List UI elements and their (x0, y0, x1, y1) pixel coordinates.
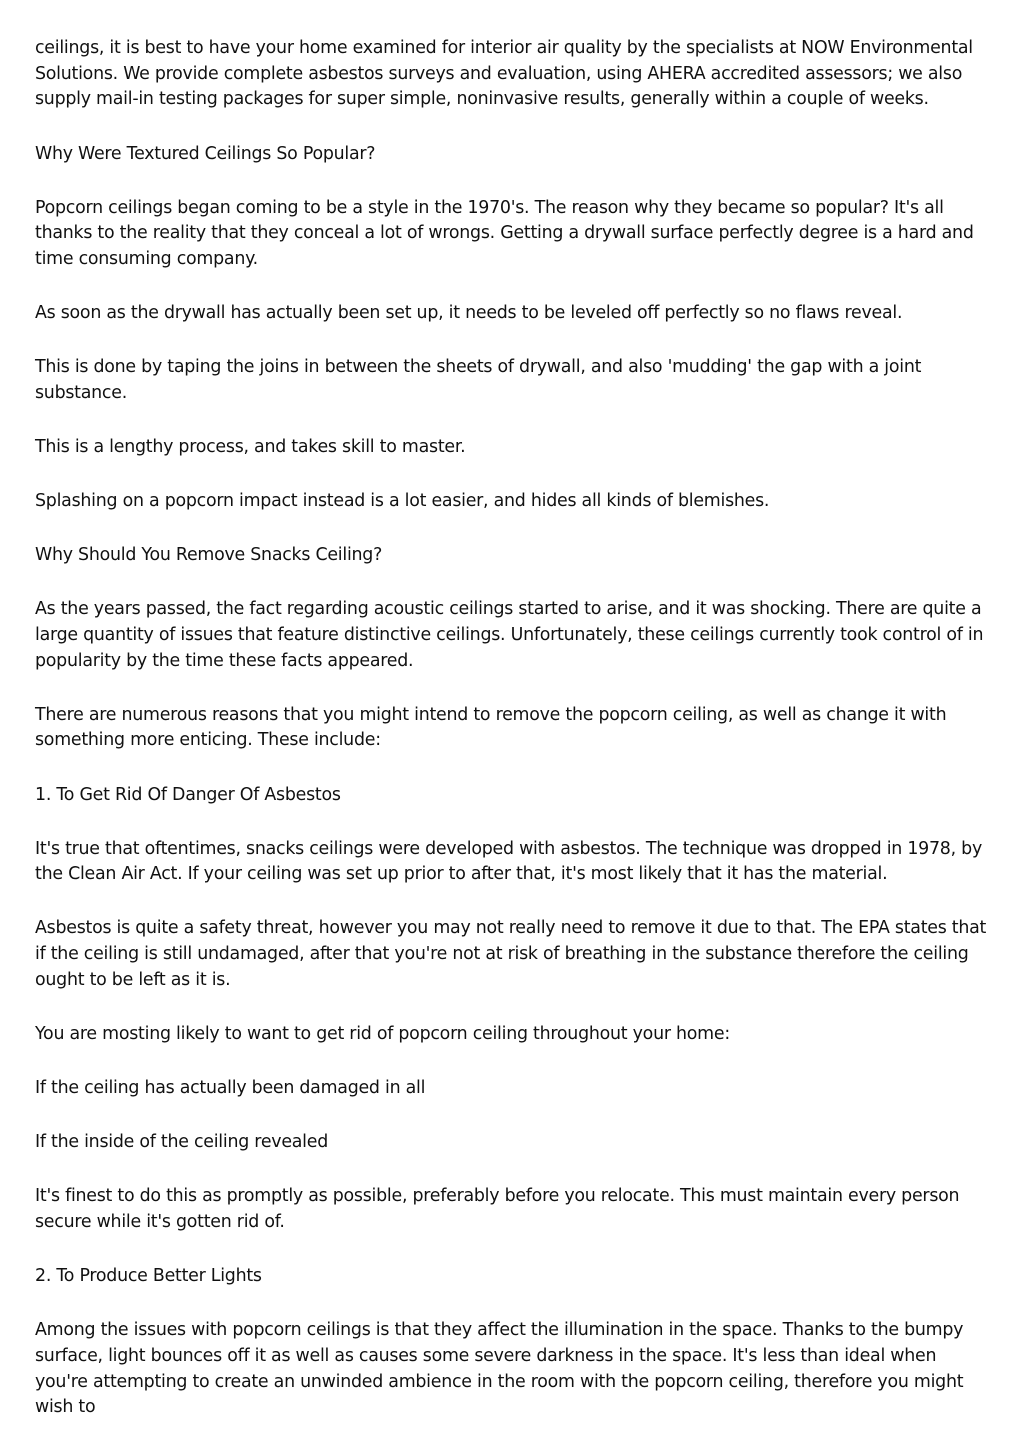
paragraph-lengthy-process: This is a lengthy process, and takes skill to master. (35, 436, 466, 457)
list-item-inside-revealed: If the inside of the ceiling revealed (35, 1132, 328, 1153)
list-heading-asbestos: 1. To Get Rid Of Danger Of Asbestos (35, 784, 341, 805)
paragraph-illumination: Among the issues with popcorn ceilings is that they affect the illumination in the space. Thanks to the bumpy surface, light bounces off it as well as causes some severe darkness in the space. It's less than ideal when you're attempting to create an unwinded ambience in the room with the popcorn ceiling, therefore you might wish to (35, 1320, 964, 1418)
paragraph-taping-joins: This is done by taping the joins in between the sheets of drywall, and also 'mudding' the gap with a joint substance. (35, 357, 922, 403)
paragraph-acoustic-facts: As the years passed, the fact regarding acoustic ceilings started to arise, and it was shocking. There are quite a large quantity of issues that feature distinctive ceilings. Unfortunately, these ceilings currently took control of in popularity by the time these facts appeared. (35, 599, 984, 671)
paragraph-popcorn-history: Popcorn ceilings began coming to be a style in the 1970's. The reason why they became so popular? It's all thanks to the reality that they conceal a lot of wrongs. Getting a drywall surface perfectly degree is a hard and time consuming company. (35, 197, 974, 269)
paragraph-asbestos-threat: Asbestos is quite a safety threat, however you may not really need to remove it due to that. The EPA states that if the ceiling is still undamaged, after that you're not at risk of breathing in the substance therefore the ceiling ought to be left as it is. (35, 918, 987, 990)
paragraph-when-to-remove: You are mosting likely to want to get rid of popcorn ceiling throughout your home: (35, 1023, 730, 1044)
list-heading-better-lights: 2. To Produce Better Lights (35, 1266, 262, 1287)
paragraph-splashing-popcorn: Splashing on a popcorn impact instead is a lot easier, and hides all kinds of blemishes. (35, 491, 770, 512)
paragraph-promptly: It's finest to do this as promptly as possible, preferably before you relocate. This must maintain every person secure while it's gotten rid of. (35, 1186, 960, 1232)
paragraph-reasons-intro: There are numerous reasons that you might intend to remove the popcorn ceiling, as well as change it with something more enticing. These include: (35, 704, 947, 751)
paragraph-drywall-leveling: As soon as the drywall has actually been set up, it needs to be leveled off perfectly so no flaws reveal. (35, 303, 903, 324)
list-item-damaged: If the ceiling has actually been damaged in all (35, 1078, 426, 1099)
section-heading-remove-ceiling: Why Should You Remove Snacks Ceiling? (35, 545, 383, 566)
paragraph-asbestos-history: It's true that oftentimes, snacks ceilings were developed with asbestos. The technique was dropped in 1978, by the Clean Air Act. If your ceiling was set up prior to after that, it's most likely that it has the material. (35, 838, 982, 885)
paragraph-intro-continued: ceilings, it is best to have your home examined for interior air quality by the specialists at NOW Environmental Solutions. We provide complete asbestos surveys and evaluation, using AHERA accredited assessors; we also supply mail-in testing packages for super simple, noninvasive results, generally within a couple of weeks. (35, 38, 973, 110)
section-heading-textured-ceilings: Why Were Textured Ceilings So Popular? (35, 143, 376, 164)
